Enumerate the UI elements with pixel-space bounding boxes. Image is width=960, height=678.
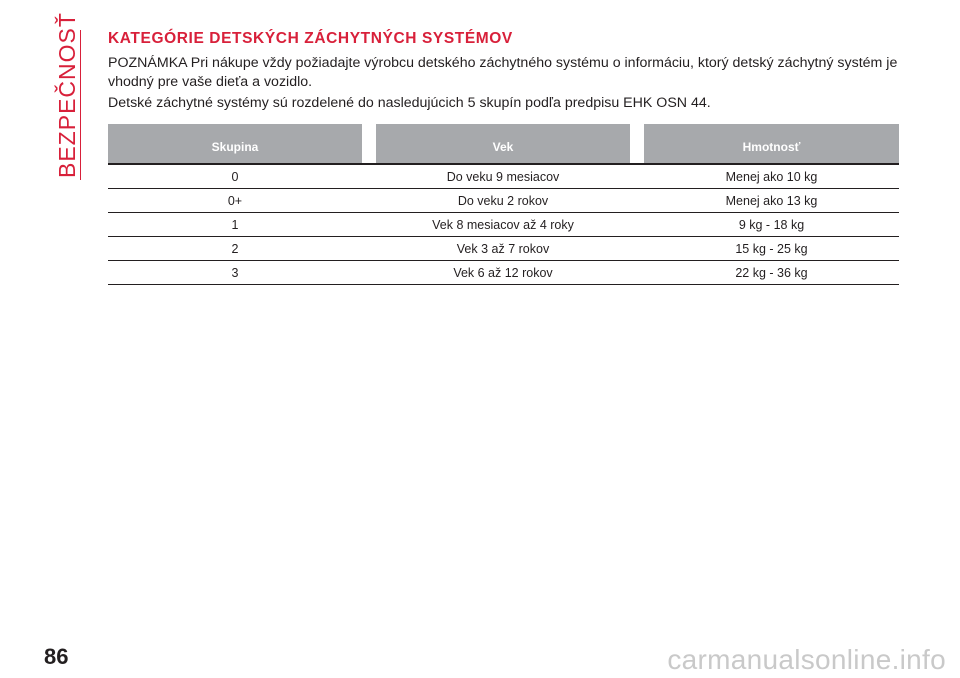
intro-paragraph: Detské záchytné systémy sú rozdelené do nasledujúcich 5 skupín podľa predpisu EHK OSN 44. bbox=[108, 95, 711, 111]
table-row bbox=[108, 261, 899, 285]
cell-group: 1 bbox=[108, 213, 362, 237]
table-row bbox=[108, 213, 899, 237]
watermark: carmanualsonline.info bbox=[667, 644, 946, 675]
cell-group: 3 bbox=[108, 261, 362, 285]
cell-age: Vek 8 mesiacov až 4 roky bbox=[376, 213, 630, 237]
header-gap bbox=[362, 124, 376, 164]
table-row bbox=[108, 189, 899, 213]
side-section-label: BEZPEČNOSŤ bbox=[54, 12, 80, 178]
cell-weight: 22 kg - 36 kg bbox=[644, 261, 899, 285]
cell-weight: Menej ako 13 kg bbox=[644, 189, 899, 213]
cell-weight: Menej ako 10 kg bbox=[644, 164, 899, 189]
header-group: Skupina bbox=[108, 124, 362, 164]
cell-age: Vek 3 až 7 rokov bbox=[376, 237, 630, 261]
table-row bbox=[108, 164, 899, 189]
cell-group: 0+ bbox=[108, 189, 362, 213]
cell-age: Do veku 2 rokov bbox=[376, 189, 630, 213]
page-number: 86 bbox=[44, 644, 69, 669]
restraint-categories-table bbox=[108, 124, 899, 285]
section-heading: KATEGÓRIE DETSKÝCH ZÁCHYTNÝCH SYSTÉMOV bbox=[108, 30, 513, 47]
cell-weight: 15 kg - 25 kg bbox=[644, 237, 899, 261]
cell-age: Vek 6 až 12 rokov bbox=[376, 261, 630, 285]
note-paragraph: POZNÁMKA Pri nákupe vždy požiadajte výrobcu detského záchytného systému o informáciu, ktorý detský záchytný systém je vhodný pre vaše dieťa a vozidlo. bbox=[108, 55, 898, 90]
header-age: Vek bbox=[376, 124, 630, 164]
cell-weight: 9 kg - 18 kg bbox=[644, 213, 899, 237]
table-row bbox=[108, 237, 899, 261]
header-gap bbox=[630, 124, 644, 164]
cell-age: Do veku 9 mesiacov bbox=[376, 164, 630, 189]
cell-group: 2 bbox=[108, 237, 362, 261]
table-header-row bbox=[108, 124, 899, 164]
header-weight: Hmotnosť bbox=[644, 124, 899, 164]
cell-group: 0 bbox=[108, 164, 362, 189]
